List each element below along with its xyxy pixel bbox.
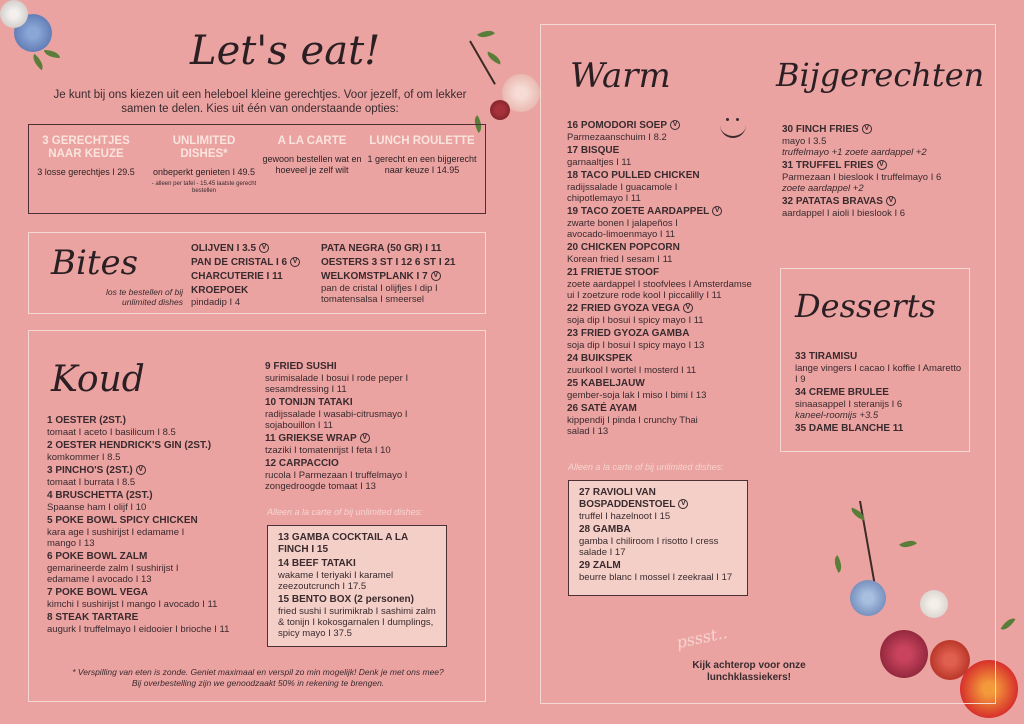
option-title: LUNCH ROULETTE (369, 135, 475, 147)
dish-name: 13 GAMBA COCKTAIL A LA FINCH I 15 (278, 532, 408, 555)
option-title: UNLIMITED DISHES* (172, 135, 236, 160)
dish-name: 19 TACO ZOETE AARDAPPEL V (567, 206, 757, 218)
intro-text: Je kunt bij ons kiezen uit een heleboel kleine gerechtjes. Voor jezelf, of om lekker samen te delen. Kies uit één van onderstaande opties: (53, 89, 467, 115)
dish-desc: soja dip I bosui I spicy mayo I 13 (567, 340, 705, 351)
dish-name: 4 BRUSCHETTA (2ST.) (47, 490, 153, 501)
dish-name: 28 GAMBA (579, 524, 631, 535)
bite-name: KROEPOEK (191, 285, 249, 296)
dish-desc: truffel I hazelnoot I 15 (579, 511, 671, 522)
dish-name: 2 OESTER HENDRICK'S GIN (2ST.) (47, 440, 212, 451)
option-desc: 1 gerecht en een bijgerecht naar keuze I 14.95 (367, 154, 477, 175)
dish-desc: beurre blanc I mossel I zeekraal I 17 (579, 572, 733, 583)
dish-desc: garnaaltjes I 11 (567, 157, 632, 168)
dish-desc: lange vingers I cacao I koffie I Amaretto I 9 (795, 363, 962, 385)
dish-name: 18 TACO PULLED CHICKEN (567, 170, 700, 181)
dish-name: 12 CARPACCIO (265, 458, 339, 469)
option-3-gerechtjes (31, 135, 141, 178)
dish-desc: Korean fried I sesam I 11 (567, 254, 673, 265)
dish-name: 33 TIRAMISU (795, 351, 858, 362)
dish-desc: zwarte bonen I jalapeños I avocado-limoenmayo I 11 (567, 218, 678, 240)
warm-list (567, 120, 757, 439)
warm-alacarte-box (568, 480, 748, 596)
dish-desc: tomaat I burrata I 8.5 (47, 477, 136, 488)
option-desc: gewoon bestellen wat en hoeveel je zelf wilt (262, 154, 362, 175)
bites-right-list (321, 243, 481, 307)
alacarte-note: Alleen a la carte of bij unlimited dishes: (568, 462, 724, 472)
dish-name: 35 DAME BLANCHE 11 (795, 423, 904, 434)
bite-name: CHARCUTERIE I 11 (191, 271, 283, 282)
dish-desc: komkommer I 8.5 (47, 452, 121, 463)
dish-name: 3 PINCHO'S (2ST.) V (47, 465, 265, 477)
alacarte-note: Alleen a la carte of bij unlimited dishes: (267, 507, 423, 517)
dish-name: 26 SATÉ AYAM (567, 403, 637, 414)
dish-desc: surimisalade I bosui I rode peper I sesamdressing I 11 (265, 373, 409, 395)
option-lunch-roulette (367, 135, 477, 176)
vegetarian-icon: V (259, 243, 269, 253)
vegetarian-icon: V (670, 120, 680, 130)
dish-desc: mayo I 3.5 (782, 136, 827, 147)
dish-name: 6 POKE BOWL ZALM (47, 551, 148, 562)
bite-desc: pindadip I 4 (191, 297, 241, 308)
vegetarian-icon: V (886, 196, 896, 206)
vegetarian-icon: V (290, 257, 300, 267)
bite-name: OESTERS 3 ST I 12 6 ST I 21 (321, 257, 456, 268)
dish-name: 23 FRIED GYOZA GAMBA (567, 328, 690, 339)
dish-desc: soja dip I bosui I spicy mayo I 11 (567, 315, 704, 326)
desserts-list (795, 351, 965, 437)
dish-name: 10 TONIJN TATAKI (265, 397, 353, 408)
dish-name: 21 FRIETJE STOOF (567, 267, 660, 278)
koud-col1 (47, 415, 265, 637)
dish-name: 15 BENTO BOX (2 personen) (278, 594, 414, 605)
vegetarian-icon: V (862, 124, 872, 134)
dish-desc: zoete aardappel I stoofvlees I Amsterdamse ui I zoetzure rode kool I piccalilly I 11 (567, 279, 752, 301)
dish-name: 22 FRIED GYOZA VEGA V (567, 303, 757, 315)
option-title: A LA CARTE (277, 135, 347, 147)
vegetarian-icon: V (678, 499, 688, 509)
dish-name: 32 PATATAS BRAVAS V (782, 196, 982, 208)
dish-desc: Spaanse ham I olijf I 10 (47, 502, 147, 513)
dish-desc: fried sushi I surimikrab I sashimi zalm & tonijn I kokosgarnalen I dumplings, spicy mayo I 37.5 (278, 606, 436, 639)
dish-name: 29 ZALM (579, 560, 621, 571)
bijgerechten-title: Bijgerechten (776, 56, 985, 94)
koud-section (28, 330, 486, 702)
page-title: Let's eat! (190, 28, 381, 74)
option-note: - alleen per tafel - 15.45 laatste gerecht bestellen (151, 181, 257, 194)
dish-extra: truffelmayo +1 zoete aardappel +2 (782, 147, 927, 158)
dish-name: 8 STEAK TARTARE (47, 612, 139, 623)
dish-name: 16 POMODORI SOEP V (567, 120, 757, 132)
dish-desc: kara age I sushirijst I edamame I mango I 13 (47, 527, 185, 549)
option-desc: 3 losse gerechtjes I 29.5 (37, 167, 135, 177)
dish-desc: gemarineerde zalm I sushirijst I edamame I avocado I 13 (47, 563, 179, 585)
dish-name: 31 TRUFFEL FRIES V (782, 160, 982, 172)
bites-section (28, 232, 486, 314)
dish-desc: rucola I Parmezaan I truffelmayo I zongedroogde tomaat I 13 (265, 470, 408, 492)
dish-name: 7 POKE BOWL VEGA (47, 587, 148, 598)
dish-desc: wakame I teriyaki I karamel zeezoutcrunch I 17.5 (278, 570, 394, 592)
dish-name: 25 KABELJAUW (567, 378, 645, 389)
dish-desc: sinaasappel I steranijs I 6 (795, 399, 903, 410)
dish-name: 11 GRIEKSE WRAP V (265, 433, 440, 445)
koud-title: Koud (51, 359, 145, 400)
bite-name: PATA NEGRA (50 GR) I 11 (321, 243, 442, 254)
bite-name: PAN DE CRISTAL I 6 V (191, 257, 311, 269)
dish-name: 5 POKE BOWL SPICY CHICKEN (47, 515, 198, 526)
option-desc: onbeperkt genieten I 49.5 (152, 167, 256, 177)
bites-note: los te bestellen of bij unlimited dishes (105, 287, 183, 307)
vegetarian-icon: V (712, 206, 722, 216)
dish-desc: gember-soja lak I miso I bimi I 13 (567, 390, 707, 401)
dish-desc: radijssalade I guacamole I chipotlemayo I 11 (567, 182, 678, 204)
vegetarian-icon: V (683, 303, 693, 313)
dish-desc: augurk I truffelmayo I eidooier I brioche I 11 (47, 624, 230, 635)
koud-col2 (265, 361, 440, 494)
bite-name: WELKOMSTPLANK I 7 V (321, 271, 481, 283)
bites-left-list (191, 243, 311, 310)
option-unlimited (149, 135, 259, 195)
vegetarian-icon: V (877, 160, 887, 170)
option-a-la-carte (257, 135, 367, 176)
footnote (39, 667, 477, 688)
koud-alacarte-box (267, 525, 447, 647)
footnote-line: Bij overbestelling zijn we genoodzaakt 50% in rekening te brengen. (131, 677, 385, 688)
dish-desc: gamba I chiliroom I risotto I cress salade I 17 (579, 536, 719, 558)
dish-desc: zuurkool I wortel I mosterd I 11 (567, 365, 697, 376)
dish-name: 34 CREME BRULEE (795, 387, 889, 398)
dish-desc: Parmezaanschuim I 8.2 (567, 132, 667, 143)
dish-name: 9 FRIED SUSHI (265, 361, 337, 372)
bite-name: OLIJVEN I 3.5 V (191, 243, 311, 255)
option-title: 3 GERECHTJES NAAR KEUZE (42, 135, 130, 160)
dish-desc: aardappel I aioli I bieslook I 6 (782, 208, 906, 219)
footnote-line: * Verspilling van eten is zonde. Geniet maximaal en verspil zo min mogelijk! Denk je met ons mee? (72, 667, 444, 677)
bijgerechten-list (782, 124, 982, 221)
dish-name: 1 OESTER (2ST.) (47, 415, 126, 426)
dish-desc: kippendij I pinda I crunchy Thai salad I 13 (567, 415, 698, 437)
dish-extra: kaneel-roomijs +3.5 (795, 410, 879, 421)
dish-extra: zoete aardappel +2 (782, 183, 864, 194)
dish-name: 30 FINCH FRIES V (782, 124, 982, 136)
vegetarian-icon: V (431, 271, 441, 281)
dish-desc: radijssalade I wasabi-citrusmayo I sojabouillon I 11 (265, 409, 408, 431)
options-box (28, 124, 486, 214)
psst-text: Kijk achterop voor onze lunchklassiekers! (692, 660, 806, 683)
vegetarian-icon: V (136, 465, 146, 475)
bite-desc: pan de cristal I olijfjes I dip I tomatensalsa I smeersel (321, 283, 438, 305)
bites-title: Bites (51, 243, 139, 283)
psst-label: pssst.. (674, 622, 729, 653)
dish-desc: kimchi I sushirijst I mango I avocado I 11 (47, 599, 218, 610)
dish-desc: tomaat I aceto I basilicum I 8.5 (47, 427, 176, 438)
desserts-title: Desserts (795, 287, 936, 325)
vegetarian-icon: V (360, 433, 370, 443)
dish-name: 20 CHICKEN POPCORN (567, 242, 680, 253)
dish-desc: tzaziki I tomatenrijst I feta I 10 (265, 445, 391, 456)
dish-name: 17 BISQUE (567, 145, 620, 156)
dish-name: 24 BUIKSPEK (567, 353, 633, 364)
dish-desc: Parmezaan I bieslook I truffelmayo I 6 (782, 172, 942, 183)
desserts-section (780, 268, 970, 452)
dish-name: 14 BEEF TATAKI (278, 558, 356, 569)
warm-title: Warm (570, 56, 671, 96)
dish-name: 27 RAVIOLI VAN BOSPADDENSTOEL V (579, 487, 737, 511)
